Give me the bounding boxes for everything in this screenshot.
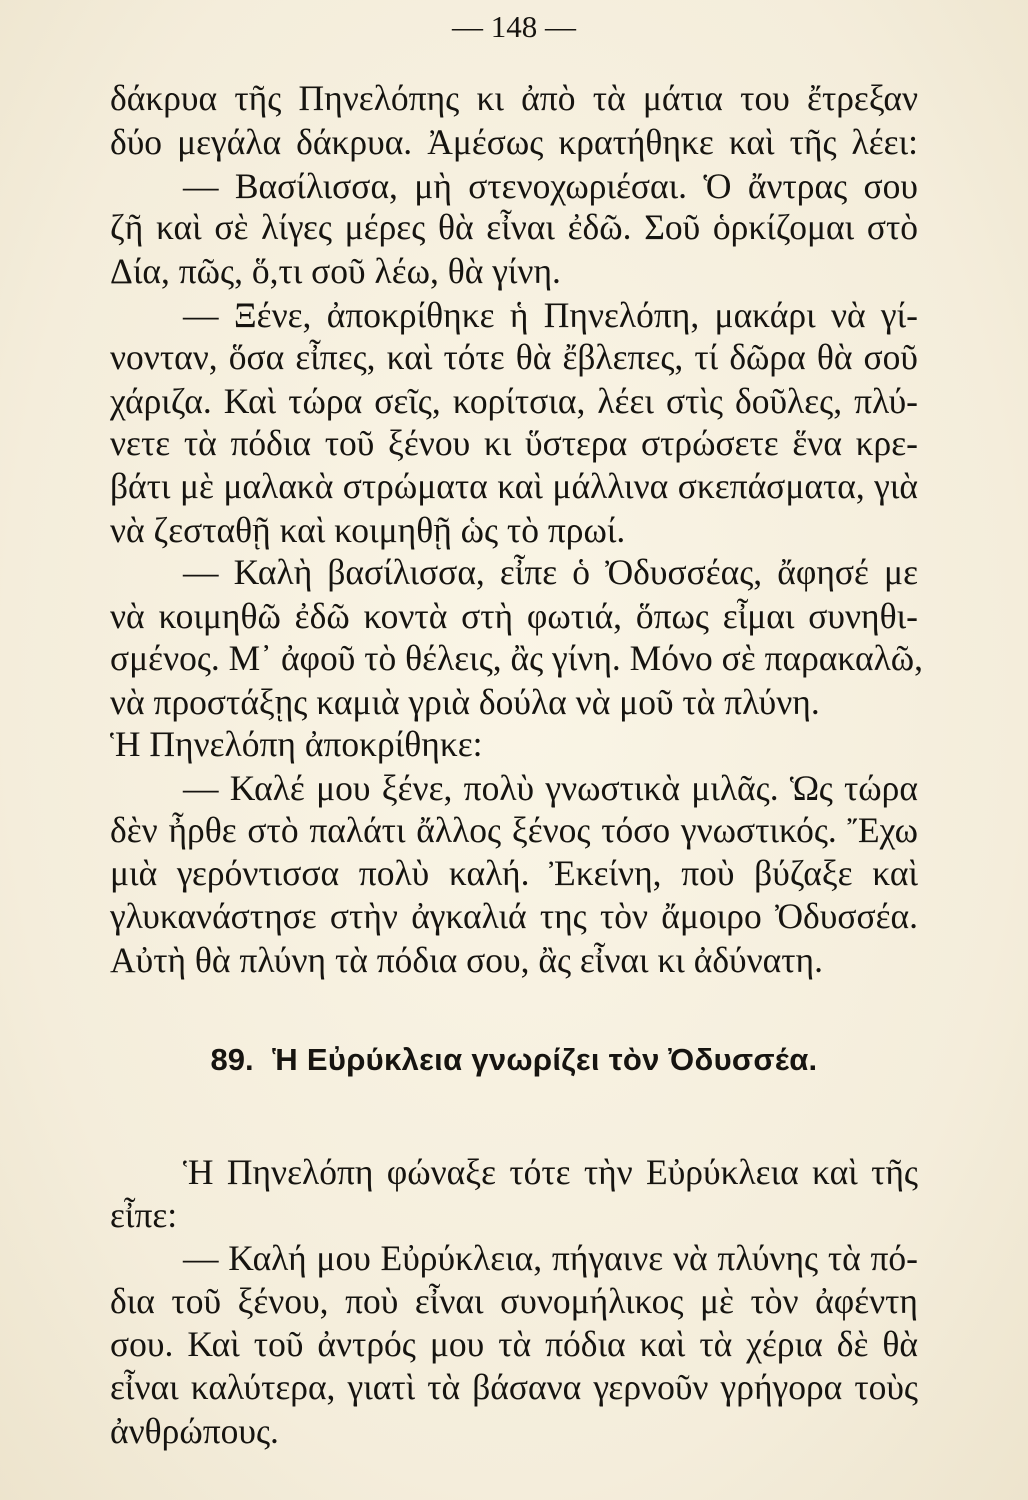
text-line: — Βασίλισσα, μὴ στενοχωριέσαι. Ὁ ἄντρας σου bbox=[183, 166, 918, 206]
text-line: γλυκανάστησε στὴν ἀγκαλιά της τὸν ἄμοιρο Ὀδυσσέα. bbox=[110, 896, 918, 936]
text-line: νετε τὰ πόδια τοῦ ξένου κι ὕστερα στρώσετε ἕνα κρε- bbox=[110, 423, 918, 463]
text-line: — Καλὴ βασίλισσα, εἶπε ὁ Ὀδυσσέας, ἄφησέ με bbox=[183, 552, 918, 592]
text-line: νὰ προστάξῃς καμιὰ γριὰ δούλα νὰ μοῦ τὰ πλύνη. bbox=[110, 682, 820, 722]
text-line: χάριζα. Καὶ τώρα σεῖς, κορίτσια, λέει στὶς δοῦλες, πλύ- bbox=[110, 381, 918, 421]
section-heading bbox=[0, 1040, 1028, 1080]
text-line: — Ξένε, ἀποκρίθηκε ἡ Πηνελόπη, μακάρι νὰ γί- bbox=[183, 295, 918, 335]
text-line: δὲν ἦρθε στὸ παλάτι ἄλλος ξένος τόσο γνωστικός. Ἔχω bbox=[110, 810, 918, 850]
text-line: νὰ ζεσταθῇ καὶ κοιμηθῇ ὡς τὸ πρωί. bbox=[110, 510, 626, 550]
text-line: — Καλή μου Εὐρύκλεια, πήγαινε νὰ πλύνης τὰ πό- bbox=[183, 1238, 918, 1278]
text-line: σου. Καὶ τοῦ ἀντρός μου τὰ πόδια καὶ τὰ χέρια δὲ θὰ bbox=[110, 1324, 918, 1364]
text-line: δια τοῦ ξένου, ποὺ εἶναι συνομήλικος μὲ τὸν ἀφέντη bbox=[110, 1281, 918, 1321]
text-line: — Καλέ μου ξένε, πολὺ γνωστικὰ μιλᾶς. Ὡς τώρα bbox=[183, 768, 918, 808]
text-line: εἶπε: bbox=[110, 1195, 178, 1235]
text-line: Ἡ Πηνελόπη ἀποκρίθηκε: bbox=[110, 724, 483, 764]
section-number: 89. bbox=[210, 1042, 254, 1077]
text-line: Αὐτὴ θὰ πλύνη τὰ πόδια σου, ἂς εἶναι κι ἀδύνατη. bbox=[110, 940, 823, 980]
text-line: ἀνθρώπους. bbox=[110, 1411, 279, 1451]
text-line: βάτι μὲ μαλακὰ στρώματα καὶ μάλλινα σκεπάσματα, γιὰ bbox=[110, 466, 918, 506]
text-line: Ἡ Πηνελόπη φώναξε τότε τὴν Εὐρύκλεια καὶ τῆς bbox=[183, 1152, 918, 1192]
text-line: Δία, πῶς, ὅ,τι σοῦ λέω, θὰ γίνη. bbox=[110, 251, 561, 291]
text-line: σμένος. Μ᾽ ἀφοῦ τὸ θέλεις, ἂς γίνη. Μόνο σὲ παρακαλῶ, bbox=[110, 638, 924, 678]
text-line: δύο μεγάλα δάκρυα. Ἀμέσως κρατήθηκε καὶ τῆς λέει: bbox=[110, 122, 918, 162]
text-line: μιὰ γερόντισσα πολὺ καλή. Ἐκείνη, ποὺ βύζαξε καὶ bbox=[110, 853, 918, 893]
text-line: νονταν, ὅσα εἶπες, καὶ τότε θὰ ἔβλεπες, τί δῶρα θὰ σοῦ bbox=[110, 337, 918, 377]
text-line: νὰ κοιμηθῶ ἐδῶ κοντὰ στὴ φωτιά, ὅπως εἶμαι συνηθι- bbox=[110, 596, 918, 636]
text-line: ζῆ καὶ σὲ λίγες μέρες θὰ εἶναι ἐδῶ. Σοῦ ὁρκίζομαι στὸ bbox=[110, 207, 918, 247]
section-title: Ἡ Εὐρύκλεια γνωρίζει τὸν Ὀδυσσέα. bbox=[272, 1042, 818, 1077]
text-line: δάκρυα τῆς Πηνελόπης κι ἀπὸ τὰ μάτια του ἔτρεξαν bbox=[110, 78, 918, 118]
text-line: εἶναι καλύτερα, γιατὶ τὰ βάσανα γερνοῦν γρήγορα τοὺς bbox=[110, 1367, 918, 1407]
page-number: — 148 — bbox=[452, 9, 576, 44]
